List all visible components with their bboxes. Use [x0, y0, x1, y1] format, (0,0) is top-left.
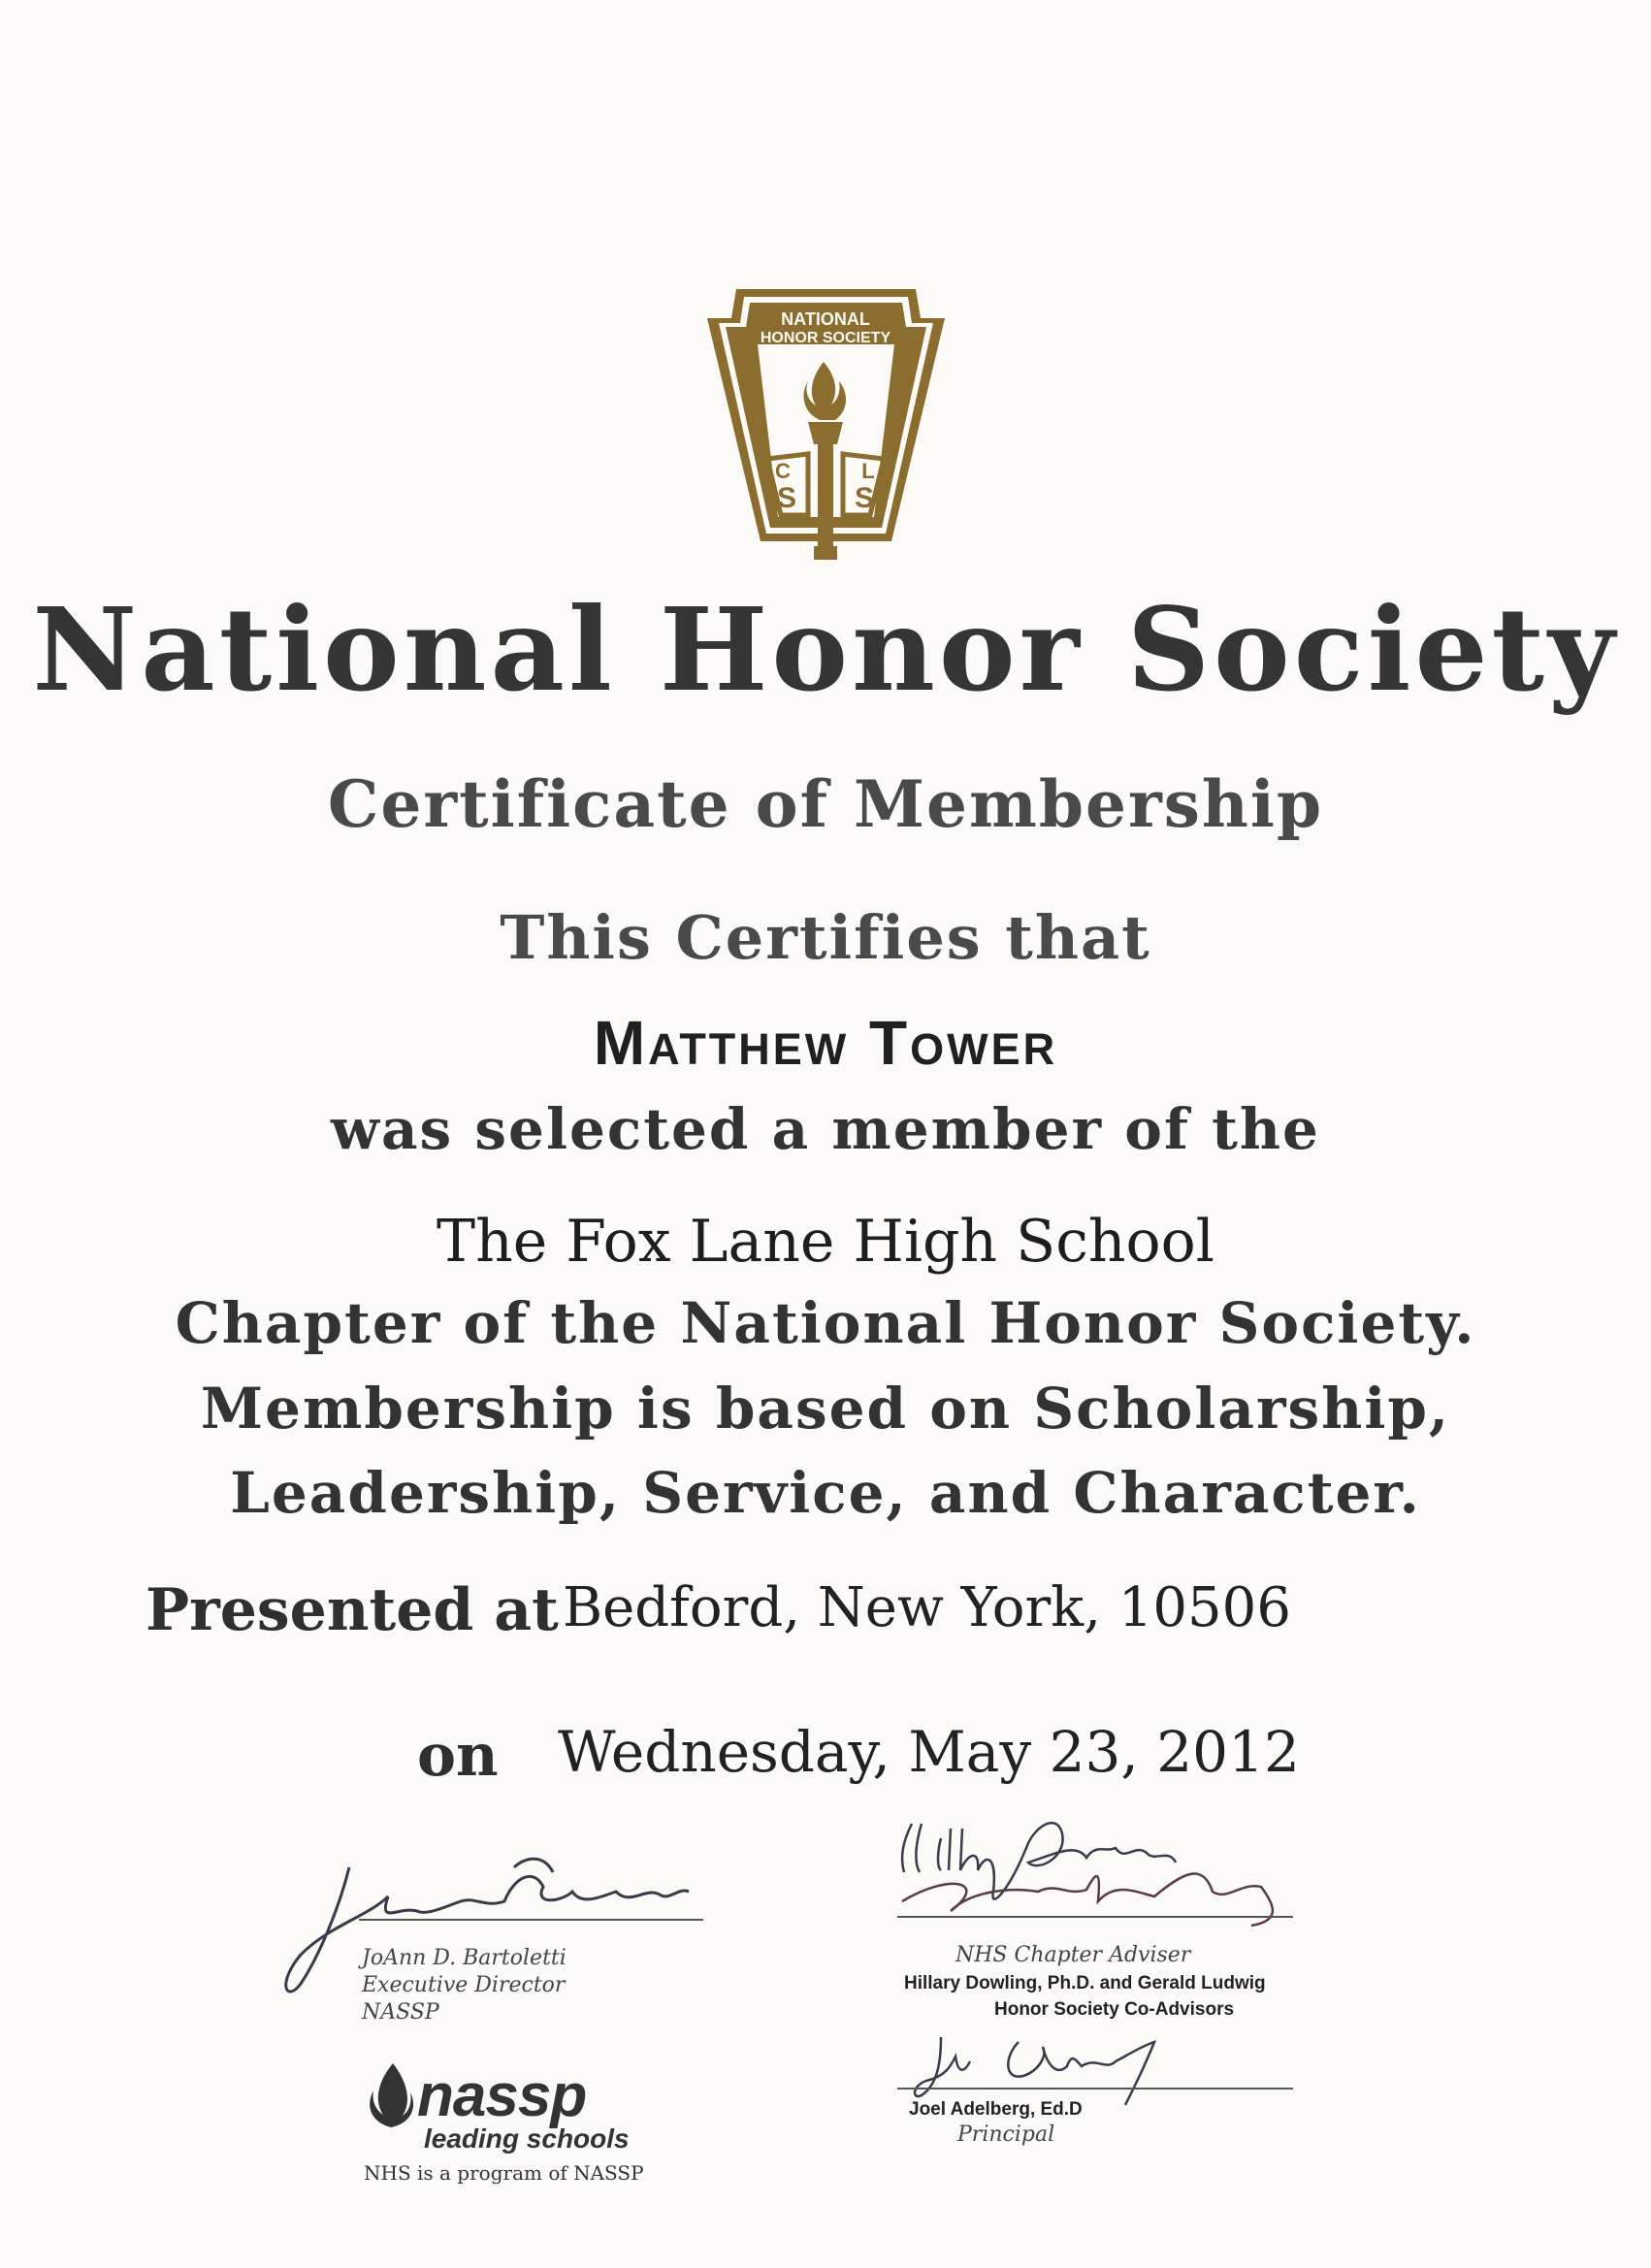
svg-text:S: S: [776, 482, 797, 514]
svg-text:C: C: [775, 459, 791, 483]
left-signer-name: JoAnn D. Bartoletti: [362, 1946, 567, 1970]
signature-line-right-top: [897, 1916, 1293, 1918]
nassp-wordmark: nassp: [417, 2062, 587, 2129]
right-bottom-title: Principal: [957, 2122, 1055, 2147]
right-bottom-name: Joel Adelberg, Ed.D: [909, 2099, 1083, 2120]
left-signer-org: NASSP: [362, 2000, 439, 2025]
nassp-logo: [364, 2061, 660, 2168]
right-top-names: Hillary Dowling, Ph.D. and Gerald Ludwig: [904, 1973, 1266, 1993]
nassp-program-note: NHS is a program of NASSP: [364, 2161, 644, 2185]
signature-line-right-bottom: [897, 2088, 1293, 2090]
presented-at-label: Presented at: [146, 1576, 559, 1644]
on-label: on: [417, 1722, 499, 1790]
certificate-title: National Honor Society: [32, 582, 1619, 717]
date-value: Wednesday, May 23, 2012: [558, 1719, 1300, 1785]
svg-text:L: L: [861, 459, 875, 483]
selected-text: was selected a member of the: [331, 1096, 1320, 1162]
flame-icon: [364, 2061, 422, 2129]
svg-text:S: S: [854, 482, 875, 514]
signature-line-left: [359, 1919, 703, 1921]
body-line-2: Membership is based on Scholarship,: [200, 1376, 1451, 1442]
nhs-keystone-emblem: [707, 284, 945, 572]
nhs-keystone-icon: [707, 284, 945, 572]
svg-text:NATIONAL: NATIONAL: [781, 309, 870, 329]
right-top-title: Honor Society Co-Advisors: [994, 1999, 1235, 2020]
school-name: The Fox Lane High School: [437, 1208, 1214, 1276]
body-line-3: Leadership, Service, and Character.: [230, 1460, 1421, 1526]
body-line-1: Chapter of the National Honor Society.: [175, 1290, 1476, 1356]
left-signer-title: Executive Director: [362, 1973, 566, 1997]
nassp-tagline: leading schools: [424, 2123, 630, 2154]
recipient-name: Matthew Tower: [593, 1008, 1058, 1078]
certifies-text: This Certifies that: [500, 902, 1151, 973]
right-top-role: NHS Chapter Adviser: [955, 1943, 1191, 1967]
svg-text:HONOR SOCIETY: HONOR SOCIETY: [760, 330, 891, 346]
presented-at-value: Bedford, New York, 10506: [563, 1576, 1291, 1639]
certificate-subtitle: Certificate of Membership: [327, 766, 1324, 842]
